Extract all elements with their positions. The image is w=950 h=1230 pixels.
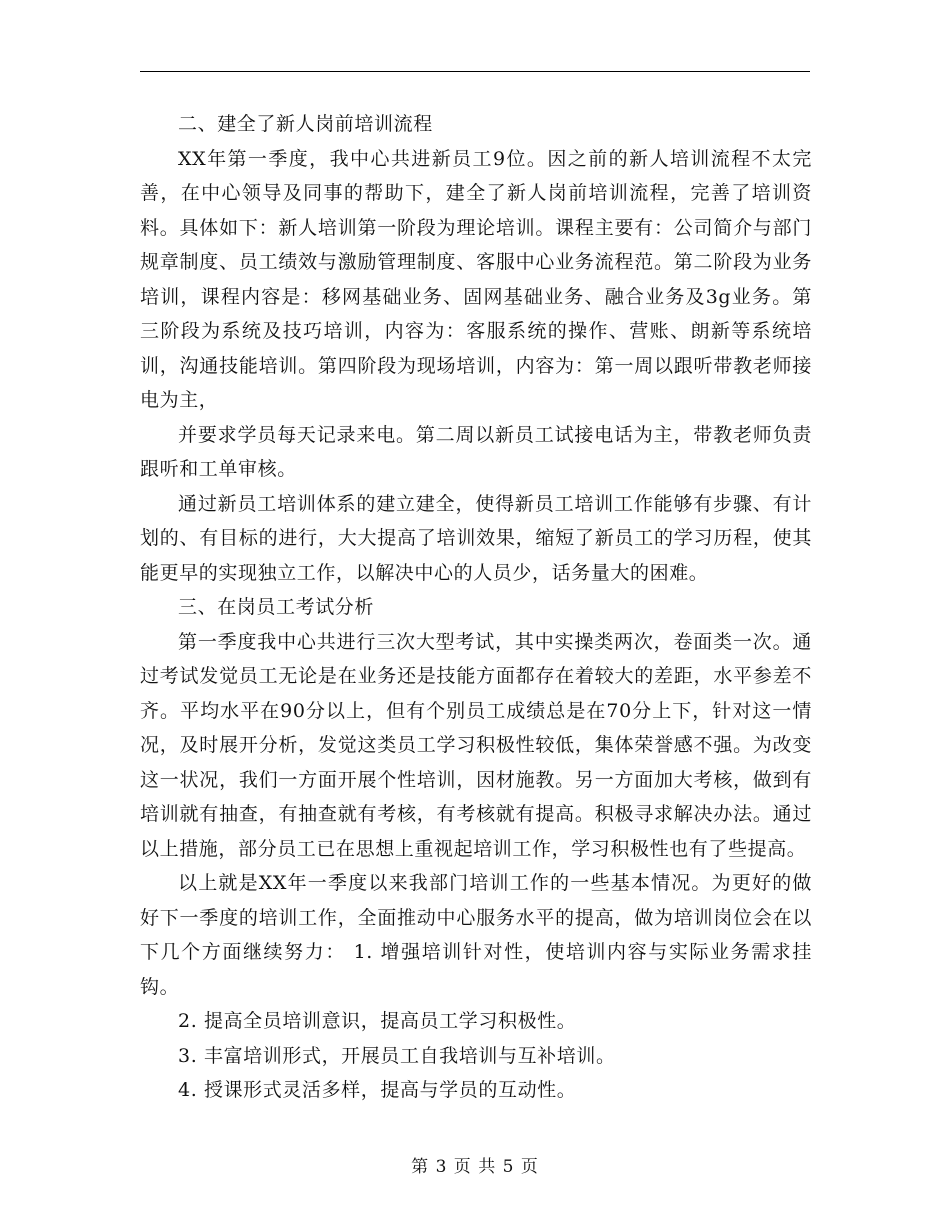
paragraph-onboarding-continued: 并要求学员每天记录来电。第二周以新员工试接电话为主，带教老师负责跟听和工单审核。 (140, 423, 812, 480)
paragraph-onboarding-process: XX年第一季度，我中心共进新员工9位。因之前的新人培训流程不太完善，在中心领导及同事的帮助下，建全了新人岗前培训流程，完善了培训资料。具体如下：新人培训第一阶段为理论培训。课程主要有：公司简介与部门规章制度、员工绩效与激励管理制度、客服中心业务流程范。第二阶段为业务培训，课程内容是：移网基础业务、固网基础业务、融合业务及3g业务。第三阶段为系统及技巧培训，内容为：客服系统的操作、营账、朗新等系统培训，沟通技能培训。第四阶段为现场培训，内容为：第一周以跟听带教老师接电为主， (140, 147, 812, 411)
header-rule (140, 71, 810, 72)
page-number-label: 第 3 页 共 5 页 (411, 1157, 539, 1177)
paragraph-exam-analysis: 第一季度我中心共进行三次大型考试，其中实操类两次，卷面类一次。通过考试发觉员工无论是在业务还是技能方面都存在着较大的差距，水平参差不齐。平均水平在90分以上，但有个别员工成绩总是在70分上下，针对这一情况，及时展开分析，发觉这类员工学习积极性较低，集体荣誉感不强。为改变这一状况，我们一方面开展个性培训，因材施教。另一方面加大考核，做到有培训就有抽查，有抽查就有考核，有考核就有提高。积极寻求解决办法。通过以上措施，部分员工已在思想上重视起培训工作，学习积极性也有了些提高。 (140, 630, 812, 860)
paragraph-onboarding-results: 通过新员工培训体系的建立建全，使得新员工培训工作能够有步骤、有计划的、有目标的进行，大大提高了培训效果，缩短了新员工的学习历程，使其能更早的实现独立工作，以解决中心的人员少，话务量大的困难。 (140, 492, 812, 584)
page-footer (0, 1152, 950, 1177)
section-heading-onboarding: 二、建全了新人岗前培训流程 (178, 113, 433, 135)
list-item-3: 3. 丰富培训形式，开展员工自我培训与互补培训。 (178, 1044, 616, 1067)
paragraph-summary-plan: 以上就是XX年一季度以来我部门培训工作的一些基本情况。为更好的做好下一季度的培训工作，全面推动中心服务水平的提高，做为培训岗位会在以下几个方面继续努力： 1. 增强培训针对性，使培训内容与实际业务需求挂钩。 (140, 872, 812, 998)
list-item-4: 4. 授课形式灵活多样，提高与学员的互动性。 (178, 1079, 577, 1101)
document-body (140, 107, 812, 1108)
list-item-2: 2. 提高全员培训意识，提高员工学习积极性。 (178, 1010, 577, 1032)
section-heading-exam-analysis: 三、在岗员工考试分析 (178, 596, 375, 618)
